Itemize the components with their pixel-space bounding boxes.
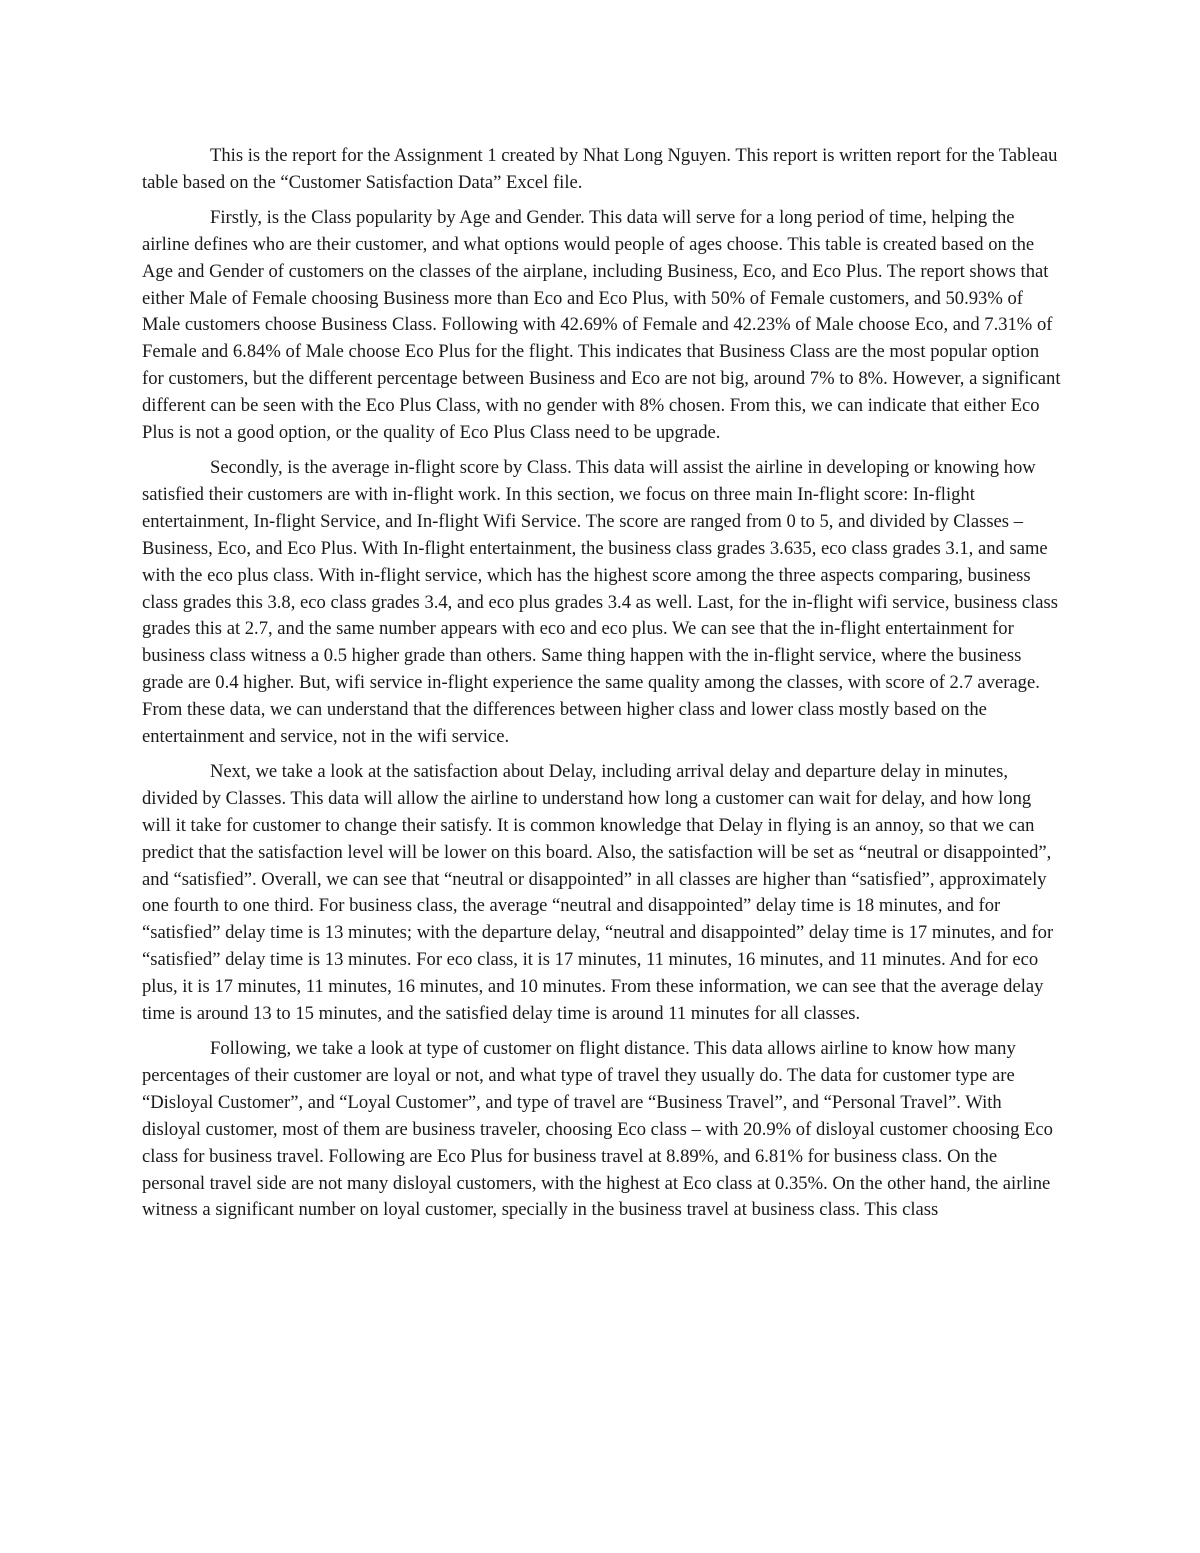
- paragraph-delay-satisfaction: Next, we take a look at the satisfaction about Delay, including arrival delay and departure delay in minutes, divided by Classes. This data will allow the airline to understand how long a customer can wait for delay, and how long will it take for customer to change their satisfy. It is common knowledge that Delay in flying is an annoy, so that we can predict that the satisfaction level will be lower on this board. Also, the satisfaction will be set as “neutral or disappointed”, and “satisfied”. Overall, we can see that “neutral or disappointed” in all classes are higher than “satisfied”, approximately one fourth to one third. For business class, the average “neutral and disappointed” delay time is 18 minutes, and for “satisfied” delay time is 13 minutes; with the departure delay, “neutral and disappointed” delay time is 17 minutes, and for “satisfied” delay time is 13 minutes. For eco class, it is 17 minutes, 11 minutes, 16 minutes, and 11 minutes. And for eco plus, it is 17 minutes, 11 minutes, 16 minutes, and 10 minutes. From these information, we can see that the average delay time is around 13 to 15 minutes, and the satisfied delay time is around 11 minutes for all classes.: [142, 760, 1054, 1025]
- report-body: [142, 143, 1062, 1232]
- paragraph-intro: This is the report for the Assignment 1 created by Nhat Long Nguyen. This report is written report for the Tableau table based on the “Customer Satisfaction Data” Excel file.: [142, 145, 1058, 193]
- paragraph-class-popularity: Firstly, is the Class popularity by Age and Gender. This data will serve for a long period of time, helping the airline defines who are their customer, and what options would people of ages choose. This table is created based on the Age and Gender of customers on the classes of the airplane, including Business, Eco, and Eco Plus. The report shows that either Male of Female choosing Business more than Eco and Eco Plus, with 50% of Female customers, and 50.93% of Male customers choose Business Class. Following with 42.69% of Female and 42.23% of Male choose Eco, and 7.31% of Female and 6.84% of Male choose Eco Plus for the flight. This indicates that Business Class are the most popular option for customers, but the different percentage between Business and Eco are not big, around 7% to 8%. However, a significant different can be seen with the Eco Plus Class, with no gender with 8% chosen. From this, we can indicate that either Eco Plus is not a good option, or the quality of Eco Plus Class need to be upgrade.: [142, 206, 1061, 444]
- paragraph-customer-type: Following, we take a look at type of customer on flight distance. This data allows airline to know how many percentages of their customer are loyal or not, and what type of travel they usually do. The data for customer type are “Disloyal Customer”, and “Loyal Customer”, and type of travel are “Business Travel”, and “Personal Travel”. With disloyal customer, most of them are business traveler, choosing Eco class – with 20.9% of disloyal customer choosing Eco class for business travel. Following are Eco Plus for business travel at 8.89%, and 6.81% for business class. On the personal travel side are not many disloyal customers, with the highest at Eco class at 0.35%. On the other hand, the airline witness a significant number on loyal customer, specially in the business travel at business class. This class: [142, 1038, 1053, 1221]
- paragraph-inflight-score: Secondly, is the average in-flight score by Class. This data will assist the airline in developing or knowing how satisfied their customers are with in-flight work. In this section, we focus on three main In-flight score: In-flight entertainment, In-flight Service, and In-flight Wifi Service. The score are ranged from 0 to 5, and divided by Classes – Business, Eco, and Eco Plus. With In-flight entertainment, the business class grades 3.635, eco class grades 3.1, and same with the eco plus class. With in-flight service, which has the highest score among the three aspects comparing, business class grades this 3.8, eco class grades 3.4, and eco plus grades 3.4 as well. Last, for the in-flight wifi service, business class grades this at 2.7, and the same number appears with eco and eco plus. We can see that the in-flight entertainment for business class witness a 0.5 higher grade than others. Same thing happen with the in-flight service, where the business grade are 0.4 higher. But, wifi service in-flight experience the same quality among the classes, with score of 2.7 average. From these data, we can understand that the differences between higher class and lower class mostly based on the entertainment and service, not in the wifi service.: [142, 456, 1059, 748]
